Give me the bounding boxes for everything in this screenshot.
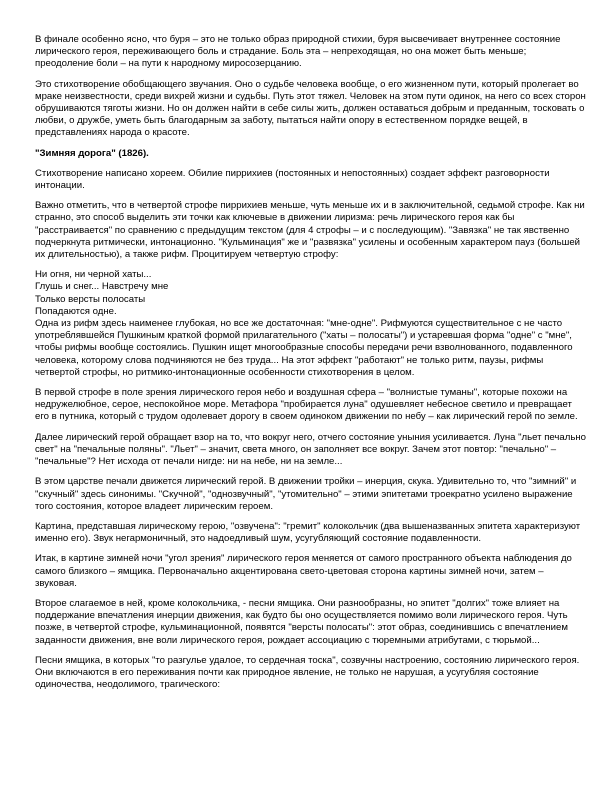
paragraph-bell-sound: Картина, представшая лирическому герою, "озвучена": "гремит" колокольчик (два вышеназванных эпитета характеризуют именно его). Звук негармоничный, это надоедливый шум, усугубляющий состояние подавленности. [35, 520, 581, 545]
verse-line: Ни огня, ни черной хаты... [35, 269, 152, 281]
paragraph-point-of-view: Итак, в картине зимней ночи "угол зрения" лирического героя меняется от самого пространного объекта наблюдения до самого близкого – ямщика. Первоначально акцентирована свето-цветовая сторона картины зимней ночи, затем – звуковая. [35, 553, 572, 589]
paragraph-pyrrhic-analysis: Важно отметить, что в четвертой строфе пиррихиев меньше, чуть меньше их и в заключительной, седьмой строфе. Как ни странно, это способ выделить эти точки как ключевые в движении лиризма: речь лирического героя как бы "расстраивается" по сравнению с предыдущим текстом (для 4 строфы – и с последующим). "Завязка" не так явственно подчеркнута ритмически, интонационно. "Кульминация" же и "развязка" усилены и особенным характером пауз (большей их длительностью), а также рифм. Процитируем четвертую строфу: [35, 200, 585, 261]
paragraph-rhyme-analysis: Одна из рифм здесь наименее глубокая, но все же достаточная: "мне-одне". Рифмуются существительное с не часто употреблявшейся Пушкиным краткой формой прилагательного ("хаты – полосаты") и устаревшая форма "одне" с "мне", чтобы рифмы вообще состоялись. Пушкин ищет многообразные способы передачи речи взволнованного, подавленного человека, которому слова подчиняются не без труда... На этот эффект "работают" не только ритм, паузы, рифмы четвертой строфы, но ритмико-интонационные особенности стихотворения в целом. [35, 318, 573, 378]
paragraph-coachman-songs: Второе слагаемое в ней, кроме колокольчика, - песни ямщика. Они разнообразны, но эпитет "долгих" тоже влияет на поддержание впечатления инерции движения, как будто бы оно осуществляется помимо воли лирического героя. Чуть позже, в четвертой строфе, кульминационной, появятся "версты полосаты": этот образ, соединившись с впечатлением заданности движения, вне воли лирического героя, рождает ассоциацию с тюремными атрибутами, с тюрьмой... [35, 597, 568, 646]
verse-quote [35, 269, 587, 318]
verse-line: Попадаются одне. [35, 305, 117, 317]
paragraph-storm-finale: В финале особенно ясно, что буря – это не только образ природной стихии, буря высвечивает внутреннее состояние лирического героя, переживающего боль и страдание. Боль эта – непреходящая, но она может быть меньше; преодоление боли – на пути к народному миросозерцанию. [35, 34, 561, 70]
document-page [35, 34, 587, 691]
paragraph-songs-mood: Песни ямщика, в которых "то разгулье удалое, то сердечная тоска", созвучны настроению, состоянию лирического героя. Они включаются в его переживания почти как природное явление, не только не нарушая, а усугубляя состояние одиночества, неодолимого, трагического: [35, 654, 580, 691]
verse-line: Только версты полосаты [35, 293, 146, 305]
section-heading: "Зимняя дорога" (1826). [35, 147, 149, 159]
paragraph-generalizing-sound: Это стихотворение обобщающего звучания. Оно о судьбе человека вообще, о его жизненном пути, который пролегает во мраке неизвестности, среди вихрей жизни и судьбы. Путь этот тяжел. Человек на этом пути одинок, на него со всех сторон обрушиваются тяготы жизни. Но он должен найти в себе силы жить, должен оставаться добрым и преданным, тосковать о любви, о дружбе, уметь быть благодарным за заботу, пытаться найти опору в естественном порядке вещей, в представлениях народа о красоте. [35, 78, 586, 139]
paragraph-kingdom-of-sadness: В этом царстве печали движется лирический герой. В движении тройки – инерция, скука. Удивительно то, что "зимний" и "скучный" здесь синонимы. "Скучной", "однозвучный", "утомительно" – этими эпитетами троекратно усилено выражение того состояния, которое владеет лирическим героем. [35, 476, 577, 512]
paragraph-moon-sadness: Далее лирический герой обращает взор на то, что вокруг него, отчего состояние уныния усиливается. Луна "льет печально свет" на "печальные поляны". "Льет" – значит, света много, он заполняет все вокруг. Зачем этот повтор: "печально" – "печальные"? Нет исхода от печали нигде: ни на небе, ни на земле... [35, 431, 586, 468]
paragraph-meter: Стихотворение написано хореем. Обилие пиррихиев (постоянных и непостоянных) создает эффект разговорности интонации. [35, 167, 550, 192]
paragraph-first-stanza: В первой строфе в поле зрения лирического героя небо и воздушная сфера – "волнистые туманы", которые похожи на недружелюбное, серое, неспокойное море. Метафора "пробирается луна" одушевляет небесное светило и превращает его в путника, который с трудом одолевает дорогу в своем одиноком движении по небу – как лирический герой по земле. [35, 387, 578, 423]
verse-line: Глушь и снег... Навстречу мне [35, 281, 169, 293]
